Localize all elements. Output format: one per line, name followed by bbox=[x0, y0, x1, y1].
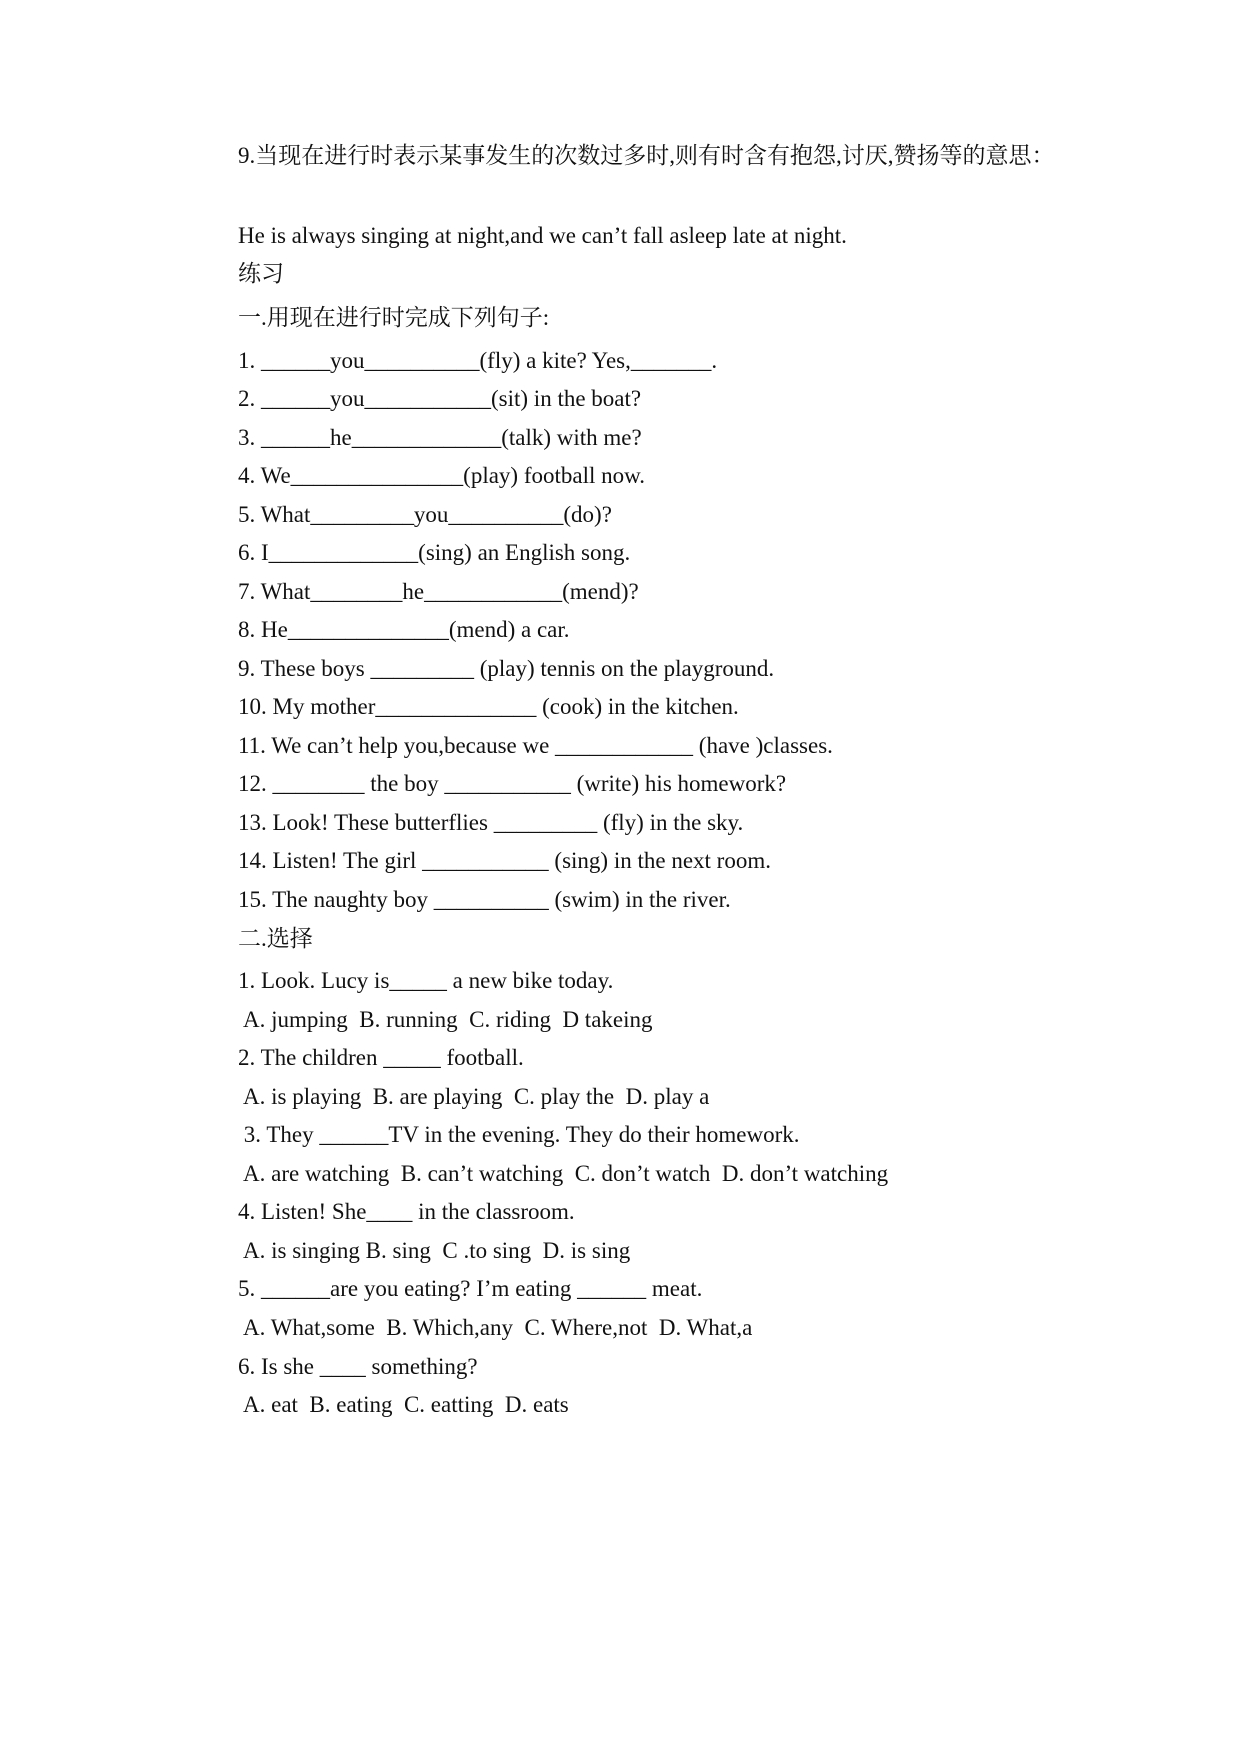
choice-options: A. What,some B. Which,any C. Where,not D. What,a bbox=[243, 1315, 753, 1340]
choice-question: 3. They ______TV in the evening. They do their homework. bbox=[238, 1122, 800, 1147]
grammar-rule-paragraph: 9.当现在进行时表示某事发生的次数过多时,则有时含有抱怨,讨厌,赞扬等的意思： bbox=[238, 143, 1055, 168]
choice-question: 6. Is she ____ something? bbox=[238, 1354, 478, 1379]
fill-in-item: 4. We_______________(play) football now. bbox=[238, 463, 645, 488]
choice-options: A. is playing B. are playing C. play the D. play a bbox=[243, 1084, 710, 1109]
fill-in-item: 3. ______he_____________(talk) with me? bbox=[238, 425, 642, 450]
fill-in-item: 2. ______you___________(sit) in the boat? bbox=[238, 386, 642, 411]
choice-question: 4. Listen! She____ in the classroom. bbox=[238, 1199, 575, 1224]
fill-in-item: 14. Listen! The girl ___________ (sing) in the next room. bbox=[238, 848, 771, 873]
fill-in-item: 8. He______________(mend) a car. bbox=[238, 617, 570, 642]
section-heading-multiple-choice: 二.选择 bbox=[238, 926, 313, 951]
fill-in-item: 15. The naughty boy __________ (swim) in the river. bbox=[238, 887, 731, 912]
fill-in-item: 1. ______you__________(fly) a kite? Yes,_______. bbox=[238, 348, 718, 373]
fill-in-item: 12. ________ the boy ___________ (write) his homework? bbox=[238, 771, 787, 796]
choice-question: 1. Look. Lucy is_____ a new bike today. bbox=[238, 968, 614, 993]
fill-in-item: 11. We can’t help you,because we ____________ (have )classes. bbox=[238, 733, 833, 758]
exercise-heading: 练习 bbox=[238, 261, 284, 286]
fill-in-item: 7. What________he____________(mend)? bbox=[238, 579, 639, 604]
choice-question: 5. ______are you eating? I’m eating ______ meat. bbox=[238, 1276, 703, 1301]
fill-in-item: 5. What_________you__________(do)? bbox=[238, 502, 612, 527]
choice-options: A. is singing B. sing C .to sing D. is sing bbox=[243, 1238, 631, 1263]
choice-options: A. eat B. eating C. eatting D. eats bbox=[243, 1392, 569, 1417]
fill-in-item: 6. I_____________(sing) an English song. bbox=[238, 540, 631, 565]
fill-in-item: 9. These boys _________ (play) tennis on the playground. bbox=[238, 656, 775, 681]
fill-in-item: 10. My mother______________ (cook) in the kitchen. bbox=[238, 694, 739, 719]
fill-in-item: 13. Look! These butterflies _________ (fly) in the sky. bbox=[238, 810, 744, 835]
choice-options: A. are watching B. can’t watching C. don’t watch D. don’t watching bbox=[243, 1161, 889, 1186]
section-heading-fill-in: 一.用现在进行时完成下列句子: bbox=[238, 305, 550, 330]
example-sentence: He is always singing at night,and we can’t fall asleep late at night. bbox=[238, 223, 847, 248]
choice-question: 2. The children _____ football. bbox=[238, 1045, 524, 1070]
choice-options: A. jumping B. running C. riding D takeing bbox=[243, 1007, 653, 1032]
